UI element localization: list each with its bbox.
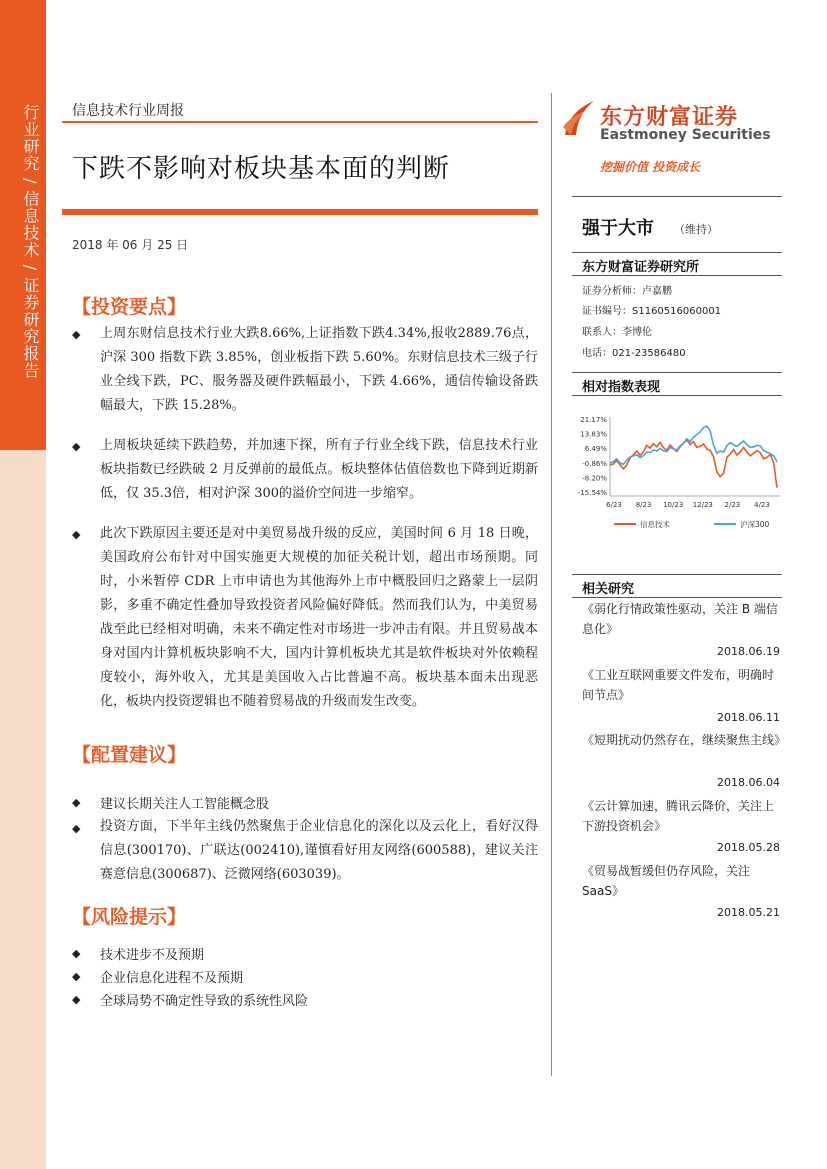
related-item-date: 2018.06.11	[717, 711, 780, 724]
side-banner	[0, 0, 46, 1169]
bullet-icon: ◆	[72, 970, 81, 983]
brand-name-en: Eastmoney Securities	[600, 127, 771, 143]
legend-label: 信息技术	[640, 520, 670, 529]
related-rule-bottom	[572, 597, 782, 598]
rating-rule	[572, 196, 782, 197]
risk-heading: 【风险提示】	[72, 906, 187, 928]
related-item-date: 2018.06.19	[717, 645, 780, 658]
page-title: 下跌不影响对板块基本面的判断	[72, 154, 451, 184]
related-item-date: 2018.05.28	[717, 841, 780, 854]
x-tick-label: 8/23	[635, 501, 652, 509]
header-rule	[62, 121, 538, 123]
related-item-date: 2018.06.04	[717, 776, 780, 789]
bullet-icon: ◆	[72, 822, 81, 835]
series-line	[610, 426, 777, 464]
bullet-icon: ◆	[72, 440, 81, 453]
risk-item: 企业信息化进程不及预期	[100, 971, 244, 986]
side-banner-text: 行业研究 / 信息技术 / 证券研究报告	[21, 104, 40, 380]
relative-performance-chart	[572, 407, 782, 542]
certificate-line: 证书编号：S1160516060001	[582, 306, 722, 317]
phone-line: 电话：021-23586480	[582, 348, 686, 359]
title-rule	[62, 209, 538, 215]
x-tick-label: 6/23	[606, 501, 622, 509]
risk-item: 全球局势不确定性导致的系统性风险	[100, 994, 309, 1009]
x-tick-label: 12/23	[692, 501, 713, 509]
bullet-icon: ◆	[72, 796, 81, 809]
investment-paragraph: 上周东财信息技术行业大跌8.66%,上证指数下跌4.34%,报收2889.76点，沪深 300 指数下跌 3.85%，创业板指下跌 5.60%。东财信息技术三级子行业全线下跌，PC、服务器及硬件跌幅最小，下跌 4.66%，通信传输设备跌幅最大，下跌 15.28%。	[100, 326, 538, 413]
institute-rule	[572, 252, 782, 253]
rating-status: （维持）	[674, 223, 718, 236]
y-tick-label: 6.49%	[584, 445, 607, 454]
institute-rule-bottom	[572, 275, 782, 276]
allocation-heading: 【配置建议】	[72, 744, 187, 766]
chart-rule	[572, 372, 782, 373]
x-tick-label: 10/23	[663, 501, 684, 509]
institute-name: 东方财富证券研究所	[582, 260, 700, 275]
x-tick-label: 4/23	[754, 501, 770, 509]
y-tick-label: -15.54%	[577, 489, 607, 497]
y-tick-label: 21.17%	[580, 416, 607, 424]
rating-value: 强于大市	[582, 218, 654, 239]
brand-slogan: 挖掘价值 投资成长	[600, 160, 701, 174]
contact-line: 联系人：李博伦	[582, 327, 652, 338]
brand-name: 东方财富证券	[600, 105, 739, 130]
y-tick-label: -8.20%	[582, 474, 607, 483]
y-tick-label: 13.83%	[580, 430, 607, 439]
analyst-line: 证券分析师：卢嘉鹏	[582, 286, 672, 297]
chart-rule-bottom	[572, 395, 782, 396]
y-tick-label: -0.86%	[582, 459, 607, 468]
bullet-icon: ◆	[72, 947, 81, 960]
related-item-date: 2018.05.21	[717, 906, 780, 919]
related-item-title[interactable]: 《工业互联网重要文件发布，明确时间节点》	[582, 668, 775, 702]
x-tick-label: 2/23	[724, 501, 741, 509]
risk-item: 技术进步不及预期	[100, 948, 205, 963]
report-type: 信息技术行业周报	[72, 103, 184, 119]
chart-section-title: 相对指数表现	[582, 380, 661, 395]
report-date: 2018 年 06 月 25 日	[72, 238, 189, 252]
allocation-item: 投资方面，下半年主线仍然聚焦于企业信息化的深化以及云化上，看好汉得信息(300170)、广联达(002410),谨慎看好用友网络(600588)，建议关注赛意信息(300687)、泛微网络(603039)。	[100, 819, 538, 882]
related-rule	[572, 574, 782, 575]
column-divider	[551, 93, 552, 1076]
related-item-title[interactable]: 《弱化行情政策性驱动，关注 B 端信息化》	[582, 602, 778, 636]
bullet-icon: ◆	[72, 328, 81, 341]
bullet-icon: ◆	[72, 528, 81, 541]
related-title: 相关研究	[582, 582, 635, 597]
investment-paragraph: 上周板块延续下跌趋势，并加速下探，所有子行业全线下跌，信息技术行业板块指数已经跌破 2 月反弹前的最低点。板块整体估值倍数也下降到近期新低，仅 35.3倍，相对沪深 300的溢价空间进一步缩窄。	[100, 438, 538, 501]
allocation-item: 建议长期关注人工智能概念股	[100, 797, 270, 812]
related-item-title[interactable]: 《云计算加速，腾讯云降价，关注上下游投资机会》	[582, 799, 775, 833]
logo-swoosh-icon	[561, 97, 597, 139]
investment-paragraph: 此次下跌原因主要还是对中美贸易战升级的反应，美国时间 6 月 18 日晚，美国政府公布针对中国实施更大规模的加征关税计划，超出市场预期。同时，小米暂停 CDR 上市申请也为其他海外上市中概股回归之路蒙上一层阴影，多重不确定性叠加导致投资者风险偏好降低。然而我们认为，中美贸易战至此已经相对明确，未来不确定性对市场进一步冲击有限。并且贸易战本身对国内计算机板块影响不大，国内计算机板块尤其是软件板块对外依赖程度较小，海外收入，尤其是美国收入占比普遍不高。板块基本面未出现恶化，板块内投资逻辑也不随着贸易战的升级而发生改变。	[100, 526, 538, 709]
bullet-icon: ◆	[72, 993, 81, 1006]
related-item-title[interactable]: 《贸易战暂缓但仍存风险，关注SaaS》	[582, 864, 751, 898]
investment-heading: 【投资要点】	[72, 296, 187, 318]
related-item-title[interactable]: 《短期扰动仍然存在，继续聚焦主线》	[582, 733, 787, 747]
legend-label: 沪深300	[740, 520, 770, 529]
